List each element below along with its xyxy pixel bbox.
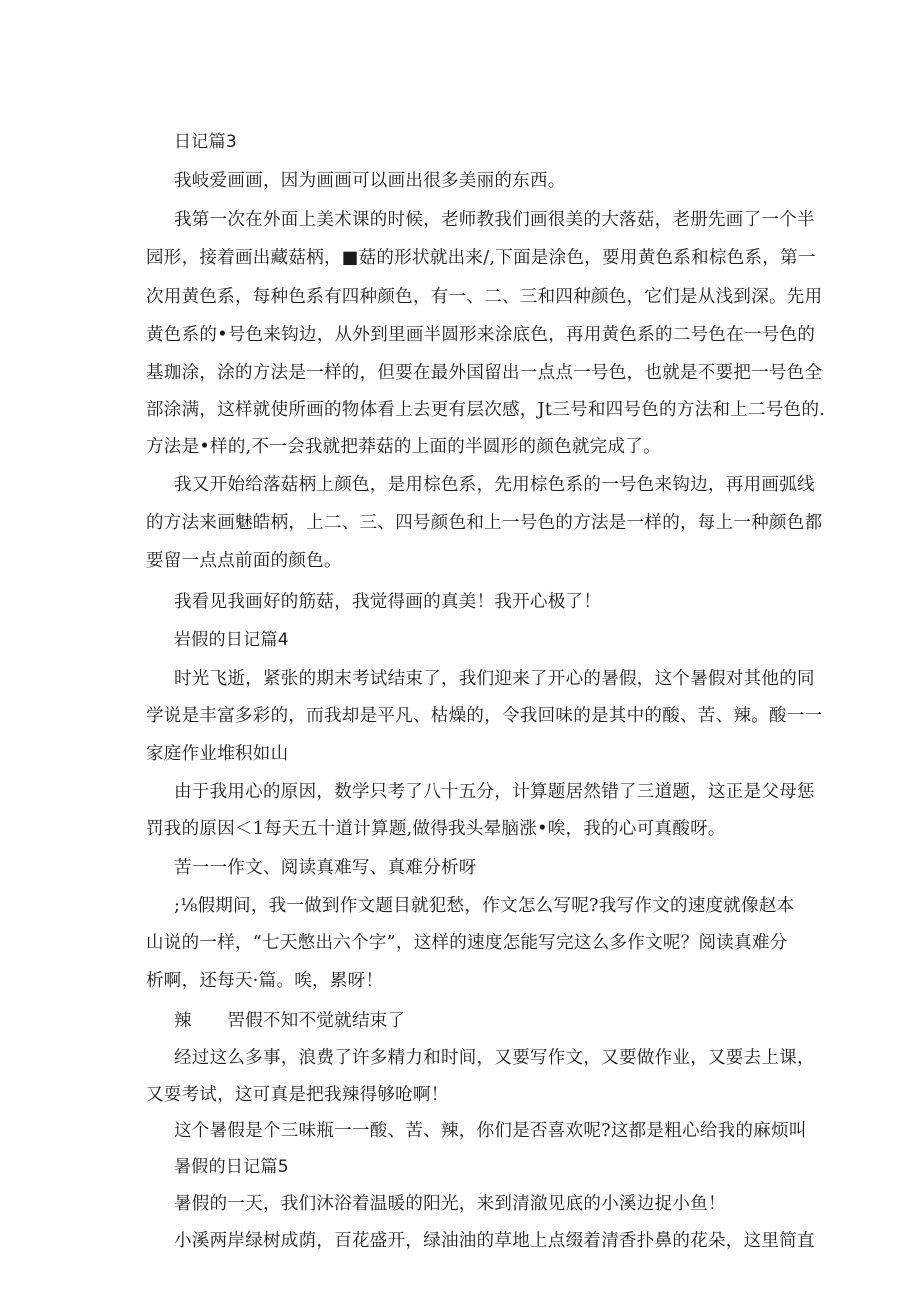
paragraph-line: 由于我用心的原因，数学只考了八十五分，计算题居然错了三道题，这正是父母惩	[174, 782, 815, 802]
paragraph-line: 学说是丰富多彩的，而我却是平凡、枯燥的，令我回味的是其中的酸、苦、辣。酸一一	[146, 706, 823, 726]
paragraph-line: 苦一一作文、阅读真难写、真难分析呀	[174, 858, 477, 878]
paragraph-line: 暑假的一天，我们沐浴着温暖的阳光，来到清澈见底的小溪边捉小鱼！	[174, 1194, 726, 1214]
paragraph-line: ;⅛假期间，我一做到作文题目就犯愁，作文怎么写呢?我写作文的速度就像赵本	[174, 896, 795, 916]
paragraph-line: 经过这么多事，浪费了许多精力和时间，又要写作文，又要做作业，又要去上课，	[174, 1048, 815, 1068]
paragraph-line: 山说的一样，“七天憋出六个字”，这样的速度怎能写完这么多作文呢？阅读真难分	[146, 933, 788, 953]
paragraph-line: 次用黄色系，每种色系有四种颜色，有一、二、三和四种颜色，它们是从浅到深。先用	[146, 287, 823, 307]
paragraph-line: 析啊，还每天·篇。唉，累呀！	[146, 971, 384, 991]
heading-diary-3: 日记篇3	[174, 132, 238, 152]
paragraph-line: 我看见我画好的筋菇，我觉得画的真美！我开心极了！	[174, 592, 602, 612]
heading-diary-5: 暑假的日记篇5	[174, 1157, 289, 1177]
paragraph-line: 的方法来画魅皓柄，上二、三、四号颜色和上一号色的方法是一样的，每上一种颜色都	[146, 513, 823, 533]
paragraph-line: 部涂满，这样就使所画的物体看上去更有层次感，Jt三号和四号色的方法和上二号色的.	[146, 400, 826, 420]
paragraph-line: 园形，接着画出藏菇柄，■菇的形状就出来/,下面是涂色，要用黄色系和棕色系，第一	[146, 248, 816, 268]
paragraph-line: 辣 罟假不知不觉就结束了	[174, 1011, 406, 1031]
paragraph-line: 我第一次在外面上美术课的时候，老师教我们画很美的大落菇，老册先画了一个半	[174, 210, 815, 230]
paragraph-line: 时光飞逝，紧张的期末考试结束了，我们迎来了开心的暑假，这个暑假对其他的同	[174, 669, 815, 689]
paragraph-line: 我又开始给落菇柄上颜色，是用棕色系，先用棕色系的一号色来钩边，再用画弧线	[174, 475, 815, 495]
paragraph-line: 要留一点点前面的颜色。	[146, 551, 342, 571]
paragraph-line: 罚我的原因＜1每天五十道计算题,做得我头晕脑涨•唉，我的心可真酸呀。	[146, 819, 726, 839]
paragraph-line: 又耍考试，这可真是把我辣得够呛啊！	[146, 1085, 449, 1105]
paragraph-line: 家庭作业堆积如山	[146, 744, 289, 764]
paragraph-line: 我岐爱画画，因为画画可以画出很多美丽的东西。	[174, 171, 566, 191]
paragraph-line: 黄色系的•号色来钩边，从外到里画半圆形来涂底色，再用黄色系的二号色在一号色的	[146, 325, 816, 345]
paragraph-line: 这个暑假是个三味瓶一一酸、苦、辣，你们是否喜欢呢?这都是粗心给我的麻烦叫	[174, 1121, 807, 1141]
paragraph-line: 基珈涂，涂的方法是一样的，但要在最外国留出一点点一号色，也就是不要把一号色全	[146, 363, 823, 383]
heading-diary-4: 岩假的日记篇4	[174, 630, 289, 650]
paragraph-line: 小溪两岸绿树成荫，百花盛开，绿油油的草地上点缀着清香扑鼻的花朵，这里简直	[174, 1231, 815, 1251]
paragraph-line: 方法是•样的,不一会我就把莽菇的上面的半圆形的颜色就完成了。	[146, 437, 661, 457]
